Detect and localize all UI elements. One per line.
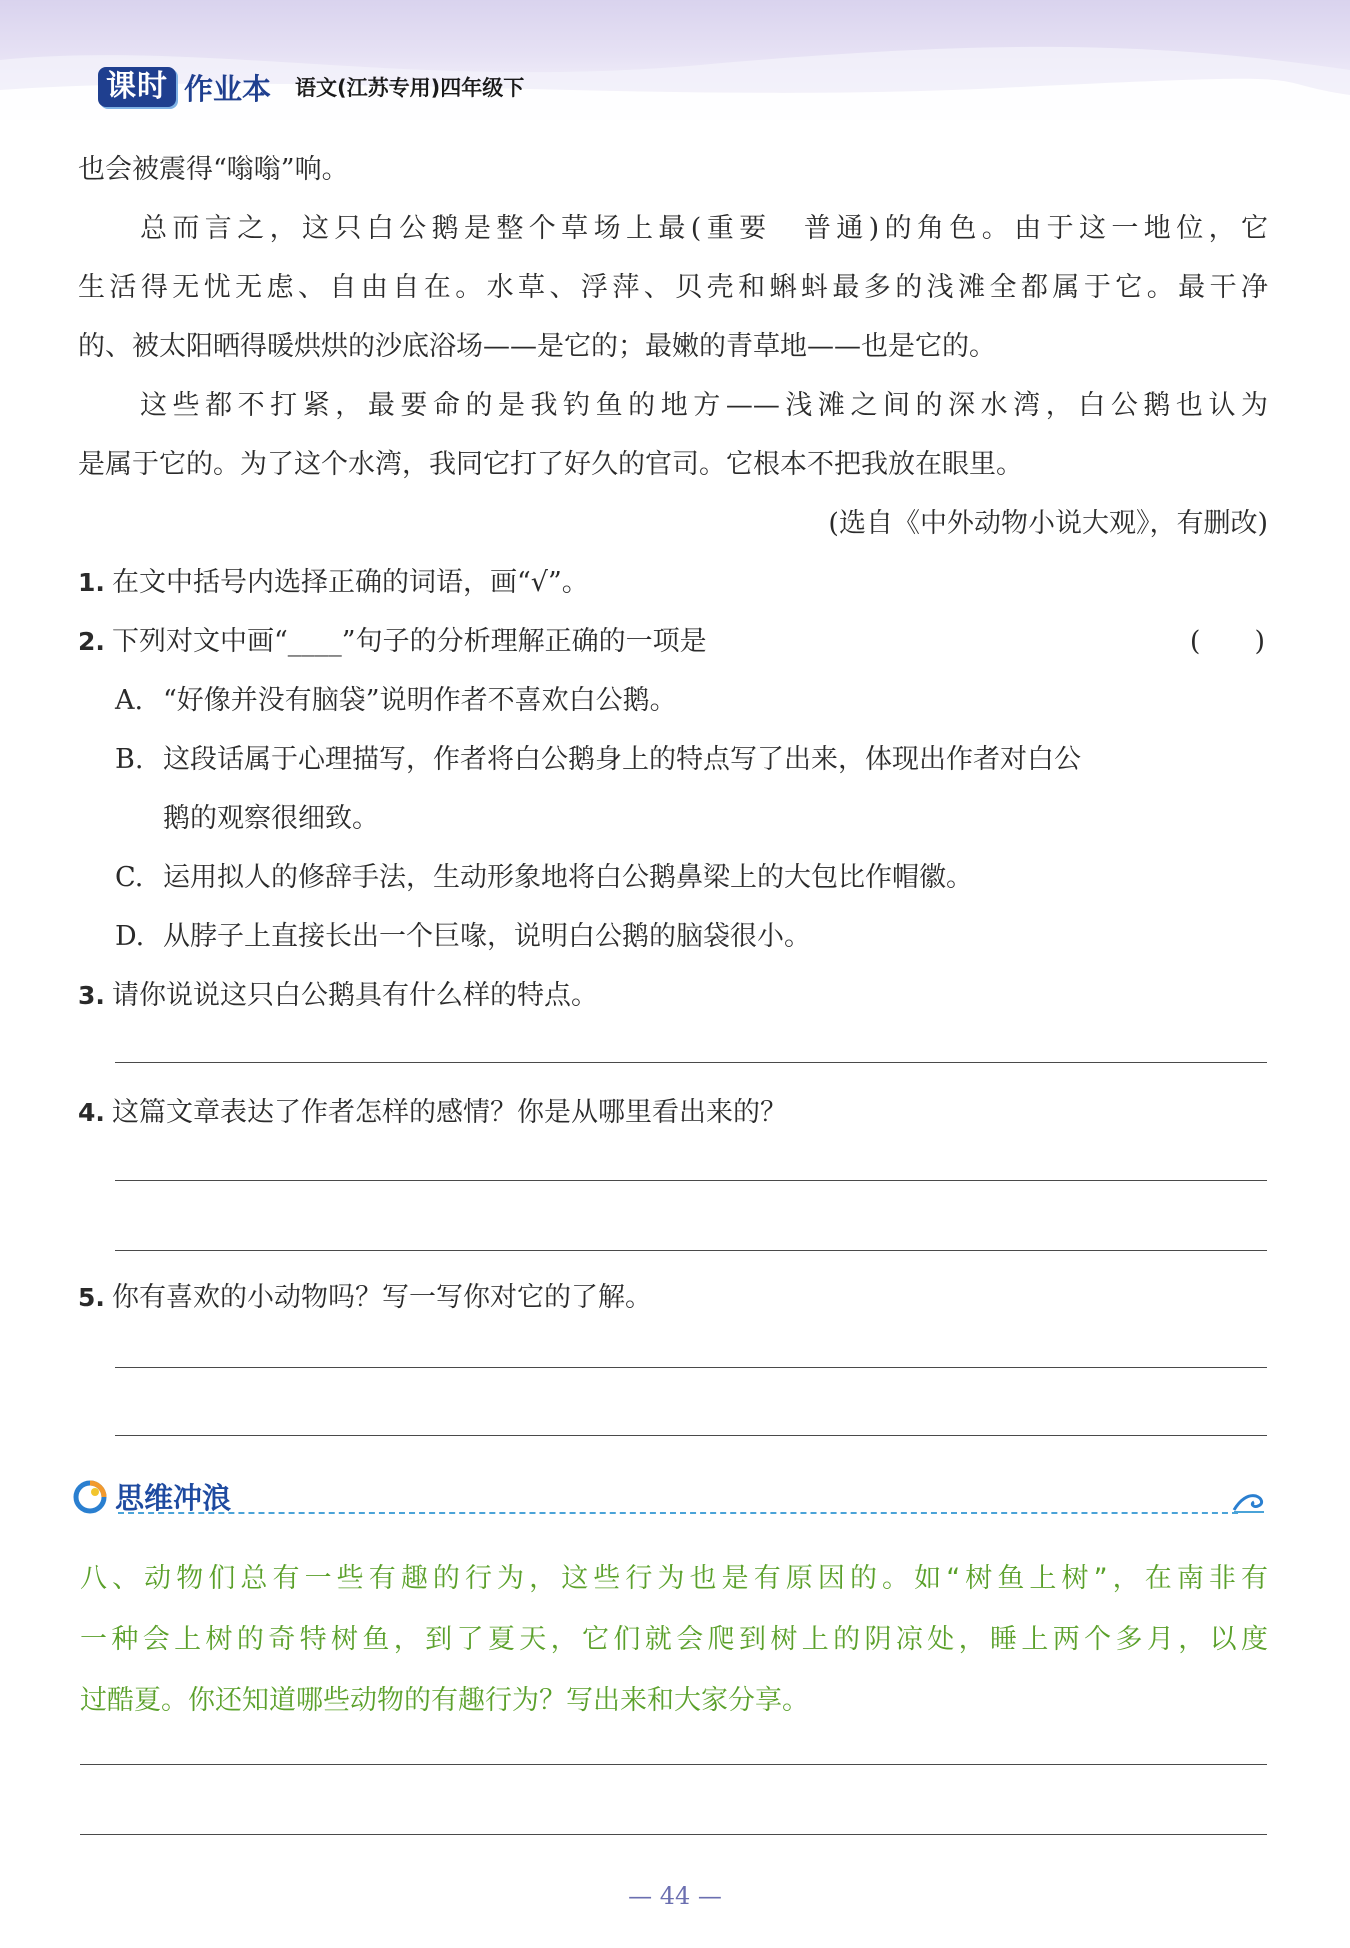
- option-b-continued: 鹅的观察很细致。: [163, 803, 379, 834]
- passage-line: 是属于它的。为了这个水湾，我同它打了好久的官司。它根本不把我放在眼里。: [78, 449, 1023, 480]
- option-c: [115, 855, 973, 894]
- option-b: [115, 737, 1081, 776]
- question-number: 2.: [78, 627, 105, 656]
- wave-icon: [1232, 1490, 1266, 1514]
- question-1: [78, 560, 589, 599]
- question-number: 5.: [78, 1283, 105, 1312]
- option-d: [115, 914, 811, 953]
- answer-line[interactable]: [115, 1435, 1267, 1436]
- answer-line[interactable]: [80, 1764, 1267, 1765]
- question-number: 3.: [78, 981, 105, 1010]
- section-divider: [118, 1512, 1238, 1514]
- extension-question: [80, 1548, 1268, 1731]
- question-number: 1.: [78, 568, 105, 597]
- subject-label: 语文(江苏专用)四年级下: [295, 76, 525, 100]
- question-5: [78, 1275, 652, 1314]
- question-text: 下列对文中画“____”句子的分析理解正确的一项是: [112, 626, 707, 657]
- question-text: 这篇文章表达了作者怎样的感情？你是从哪里看出来的？: [112, 1097, 787, 1128]
- option-text: “好像并没有脑袋”说明作者不喜欢白公鹅。: [163, 685, 677, 716]
- passage-line: 生活得无忧无虑、自由自在。水草、浮萍、贝壳和蝌蚪最多的浅滩全都属于它。最干净: [78, 272, 1268, 303]
- brand-name: 作业本: [184, 71, 272, 106]
- section-title: 思维冲浪: [115, 1481, 232, 1515]
- brand: [98, 66, 524, 108]
- extension-line: 八、动物们总有一些有趣的行为，这些行为也是有原因的。如“树鱼上树”，在南非有: [80, 1563, 1268, 1594]
- question-number: 4.: [78, 1098, 105, 1127]
- question-2: [78, 619, 707, 658]
- answer-line[interactable]: [115, 1367, 1267, 1368]
- question-text: 在文中括号内选择正确的词语，画“√”。: [112, 567, 589, 598]
- question-text: 请你说说这只白公鹅具有什么样的特点。: [112, 980, 598, 1011]
- brand-logo: 课时: [98, 67, 176, 107]
- passage-line: 总而言之，这只白公鹅是整个草场上最(重要 普通)的角色。由于这一地位，它: [140, 213, 1268, 244]
- question-4: [78, 1090, 787, 1129]
- passage-line: 也会被震得“嗡嗡”响。: [78, 154, 349, 185]
- option-text: 从脖子上直接长出一个巨喙，说明白公鹅的脑袋很小。: [163, 921, 811, 952]
- option-letter: C.: [115, 862, 144, 893]
- answer-line[interactable]: [115, 1180, 1267, 1181]
- answer-bracket[interactable]: ( ): [1189, 626, 1265, 657]
- option-letter: A.: [115, 685, 144, 716]
- extension-line: 一种会上树的奇特树鱼，到了夏天，它们就会爬到树上的阴凉处，睡上两个多月，以度: [80, 1624, 1268, 1655]
- passage-source: (选自《中外动物小说大观》，有删改): [828, 508, 1268, 539]
- extension-line: 过酷夏。你还知道哪些动物的有趣行为？写出来和大家分享。: [80, 1685, 809, 1716]
- option-text: 运用拟人的修辞手法，生动形象地将白公鹅鼻梁上的大包比作帽徽。: [163, 862, 973, 893]
- option-a: [115, 678, 677, 717]
- question-text: 你有喜欢的小动物吗？写一写你对它的了解。: [112, 1282, 652, 1313]
- passage-line: 这些都不打紧，最要命的是我钓鱼的地方——浅滩之间的深水湾，白公鹅也认为: [140, 390, 1268, 421]
- answer-line[interactable]: [115, 1062, 1267, 1063]
- page-number: — 44 —: [628, 1882, 722, 1910]
- passage-line: 的、被太阳晒得暖烘烘的沙底浴场——是它的；最嫩的青草地——也是它的。: [78, 331, 996, 362]
- answer-line[interactable]: [115, 1250, 1267, 1251]
- option-text: 这段话属于心理描写，作者将白公鹅身上的特点写了出来，体现出作者对白公: [163, 744, 1081, 775]
- option-letter: B.: [115, 744, 144, 775]
- question-3: [78, 973, 598, 1012]
- section-heading: [73, 1476, 231, 1517]
- option-letter: D.: [115, 921, 145, 952]
- answer-line[interactable]: [80, 1834, 1267, 1835]
- surf-icon: [73, 1480, 107, 1514]
